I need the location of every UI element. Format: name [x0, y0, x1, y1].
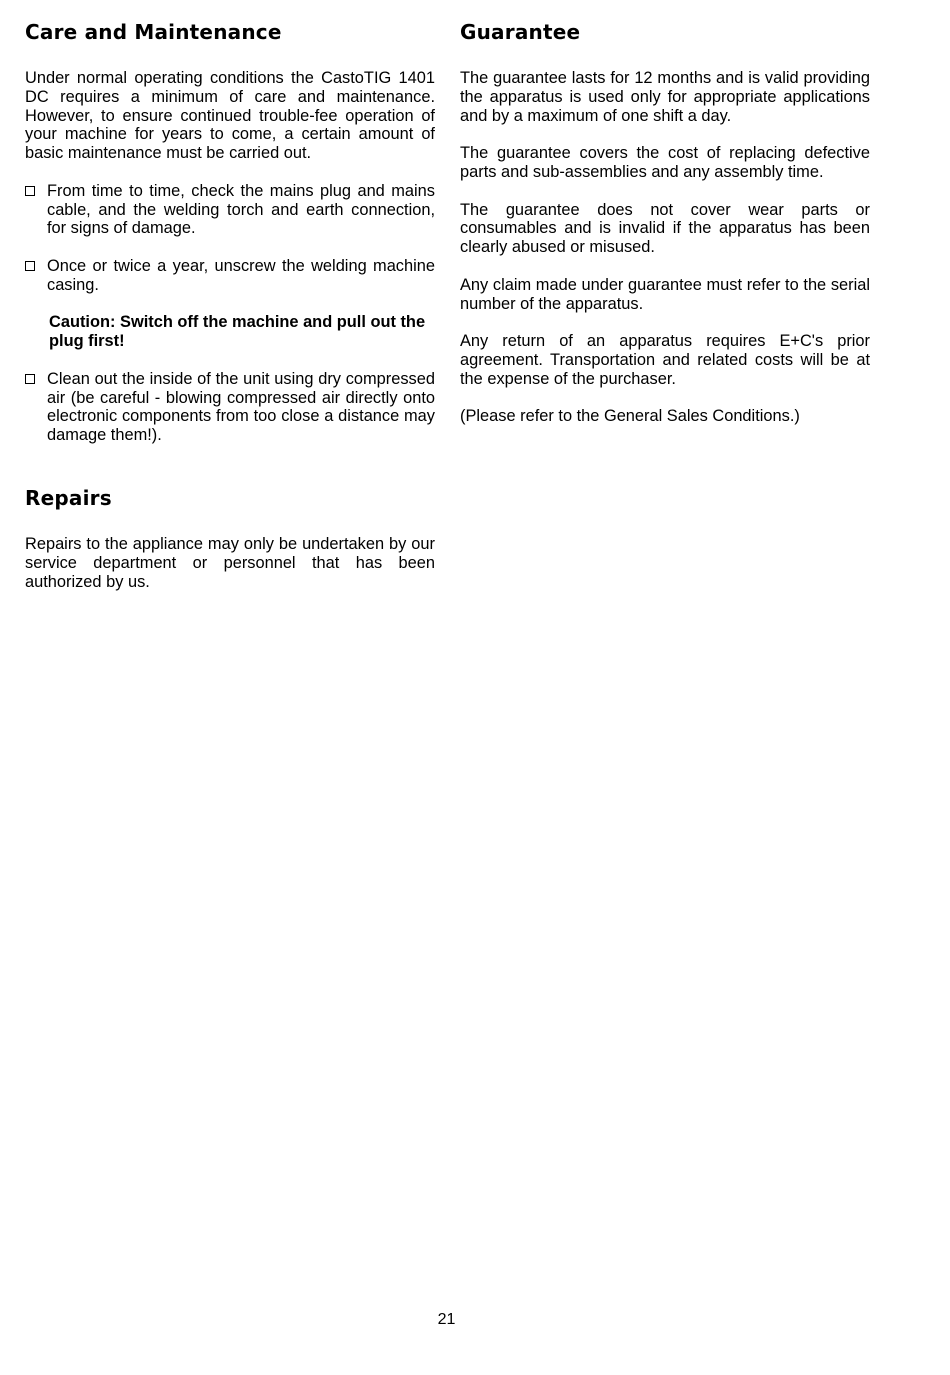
guarantee-paragraph: (Please refer to the General Sales Conditions.) — [460, 407, 800, 426]
care-intro-paragraph: Under normal operating conditions the CastoTIG 1401 DC requires a minimum of care and maintenance. However, to ensure continued trouble-fee operation of your machine for years to come, a certain amount of basic maintenance must be carried out. — [25, 69, 435, 163]
care-item-text: Clean out the inside of the unit using dry compressed air (be careful - blowing compressed air directly onto electronic components from too close a distance may damage them!). — [47, 369, 435, 445]
guarantee-section — [460, 18, 870, 426]
page-number: 21 — [437, 1311, 456, 1328]
guarantee-heading: Guarantee — [460, 20, 581, 44]
checkbox-icon — [25, 374, 35, 384]
guarantee-paragraph: The guarantee covers the cost of replacing defective parts and sub-assemblies and any assembly time. — [460, 144, 870, 181]
right-column — [460, 18, 870, 426]
care-maintenance-heading: Care and Maintenance — [25, 20, 282, 44]
guarantee-paragraph: Any return of an apparatus requires E+C's prior agreement. Transportation and related costs will be at the expense of the purchaser. — [460, 332, 870, 388]
guarantee-paragraph: The guarantee lasts for 12 months and is valid providing the apparatus is used only for appropriate applications and by a maximum of one shift a day. — [460, 69, 870, 125]
care-item-2 — [25, 257, 435, 295]
care-item-1 — [25, 182, 435, 238]
care-item-text: Once or twice a year, unscrew the welding machine casing. — [47, 256, 435, 294]
checkbox-icon — [25, 261, 35, 271]
repairs-heading: Repairs — [25, 485, 112, 510]
care-item-text: From time to time, check the mains plug and mains cable, and the welding torch and earth connection, for signs of damage. — [47, 181, 435, 238]
left-column — [25, 18, 435, 591]
checkbox-icon — [25, 186, 35, 196]
guarantee-paragraph: The guarantee does not cover wear parts or consumables and is invalid if the apparatus has been clearly abused or misused. — [460, 200, 870, 257]
caution-note: Caution: Switch off the machine and pull out the plug first! — [49, 313, 426, 351]
care-item-3 — [25, 370, 435, 445]
repairs-paragraph: Repairs to the appliance may only be undertaken by our service department or personnel that has been authorized by us. — [25, 534, 435, 591]
guarantee-paragraph: Any claim made under guarantee must refer to the serial number of the apparatus. — [460, 275, 870, 313]
repairs-section — [25, 484, 435, 591]
care-maintenance-section — [25, 18, 435, 445]
